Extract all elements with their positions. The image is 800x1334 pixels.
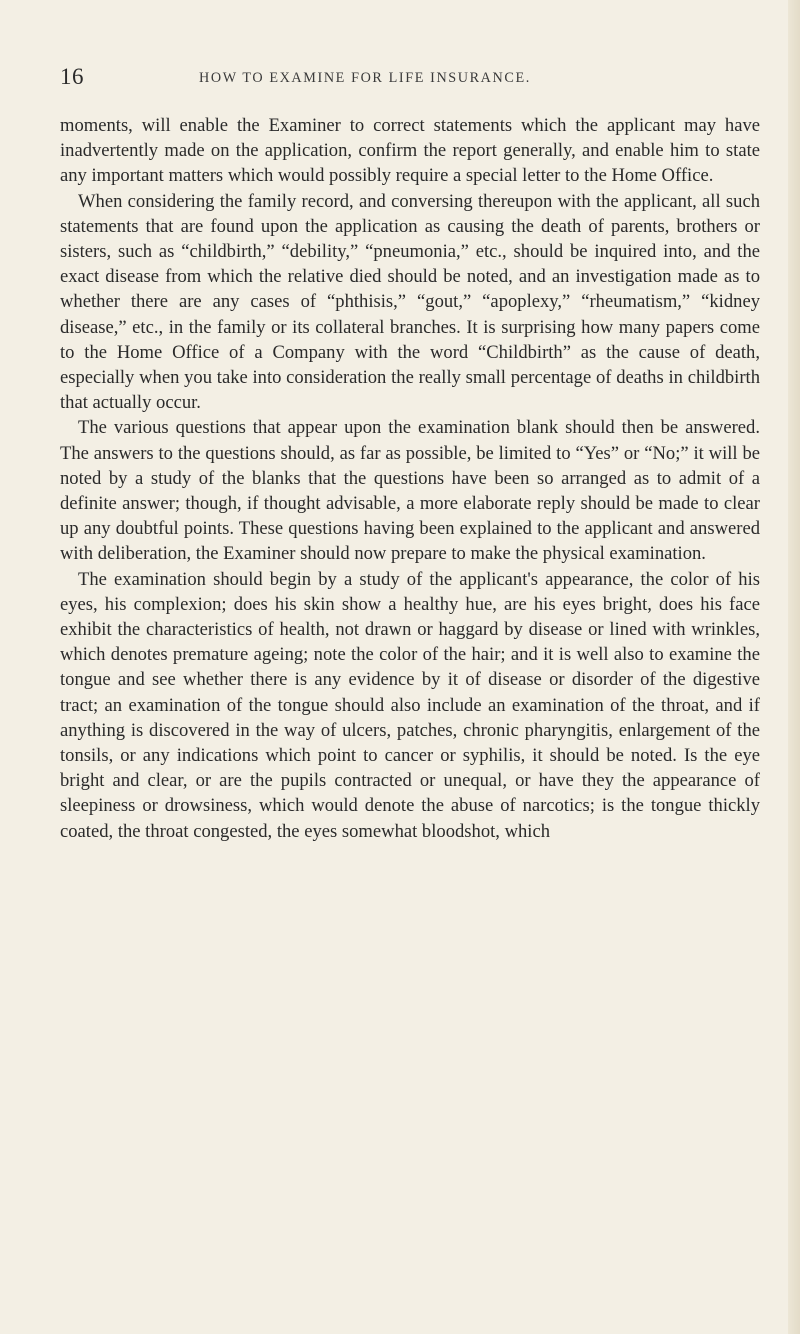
- body-text: [60, 113, 760, 844]
- page-edge: [788, 0, 800, 1334]
- running-head: HOW TO EXAMINE FOR LIFE INSURANCE.: [199, 70, 531, 86]
- paragraph-examination-questions: The various questions that appear upon the examination blank should then be answered. The answers to the questions should, as far as possible, be limited to “Yes” or “No;” it will be noted by a study of the blanks that the questions have been so arranged as to admit of a definite answer; though, if thought advisable, a more elaborate reply should be made to clear up any doubtful points. These questions having been explained to the applicant and answered with deliberation, the Examiner should now prepare to make the physical examination.: [60, 417, 760, 565]
- paragraph-physical-examination: The examination should begin by a study of the applicant's appearance, the color of his eyes, his complexion; does his skin show a healthy hue, are his eyes bright, does his face exhibit the characteristics of health, not drawn or haggard by disease or lined with wrinkles, which denotes premature ageing; note the color of the hair; and it is well also to examine the tongue and see whether there is any evidence by it of disease or disorder of the digestive tract; an examination of the tongue should also include an examination of the throat, and if anything is discovered in the way of ulcers, patches, chronic pharyngitis, enlargement of the tonsils, or any indications which point to cancer or syphilis, it should be noted. Is the eye bright and clear, or are the pupils contracted or unequal, or have they the appearance of sleepiness or drowsiness, which would denote the abuse of narcotics; is the tongue thickly coated, the throat congested, the eyes somewhat bloodshot, which: [60, 568, 760, 842]
- paragraph-continuation: moments, will enable the Examiner to correct statements which the applicant may have inadvertently made on the application, confirm the report generally, and enable him to state any important matters which would possibly require a special letter to the Home Office.: [60, 115, 760, 187]
- page-number: 16: [60, 64, 84, 89]
- paragraph-family-record: When considering the family record, and conversing thereupon with the applicant, all such statements that are found upon the application as causing the death of parents, brothers or sisters, such as “childbirth,” “debility,” “pneumonia,” etc., should be inquired into, and the exact disease from which the relative died should be noted, and an investigation made as to whether there are any cases of “phthisis,” “gout,” “apoplexy,” “rheumatism,” “kidney disease,” etc., in the family or its collateral branches. It is surprising how many papers come to the Home Office of a Company with the word “Childbirth” as the cause of death, especially when you take into consideration the really small percentage of deaths in childbirth that actually occur.: [60, 190, 760, 414]
- page-header: [60, 64, 760, 94]
